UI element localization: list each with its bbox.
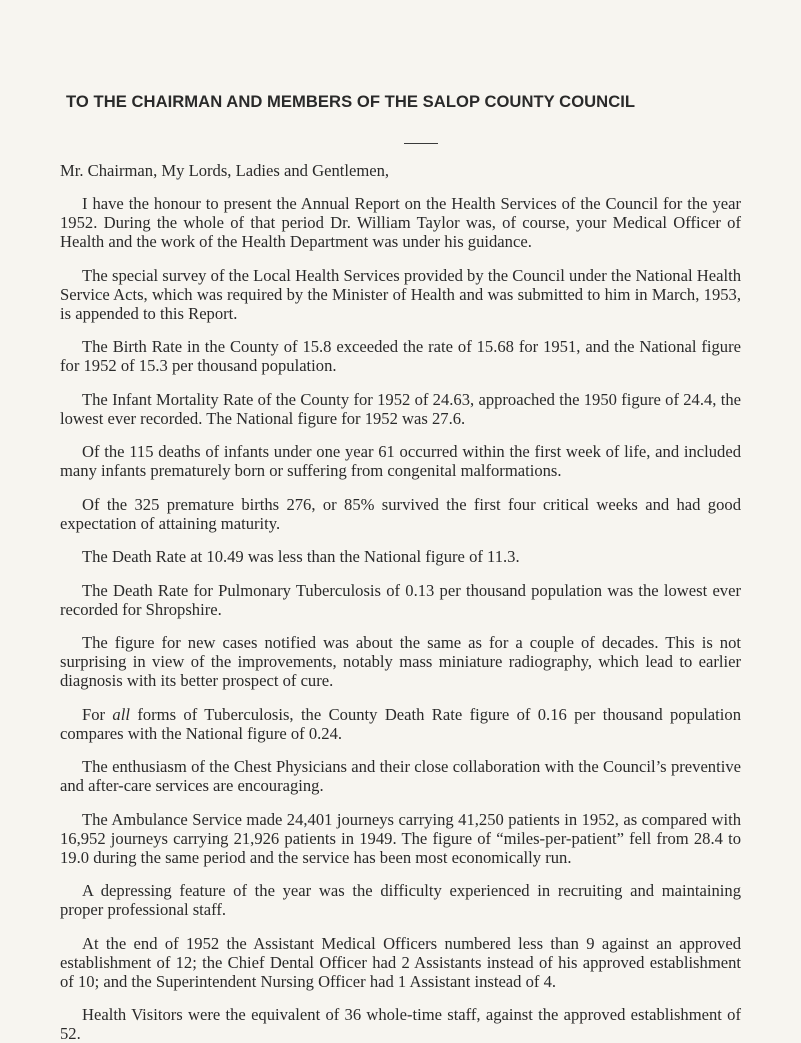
tb-suffix: forms of Tuberculosis, the County Death Rate figure of 0.16 per thousand population compares with the National figure of 0.24. <box>60 704 741 743</box>
tb-prefix: For <box>82 704 113 724</box>
title-divider <box>404 143 438 144</box>
paragraph-staffing-difficulty: A depressing feature of the year was the difficulty experienced in recruiting and maintaining proper professional staff. <box>60 881 741 919</box>
tb-emphasis: all <box>112 704 130 724</box>
paragraph-infant-mortality: The Infant Mortality Rate of the County for 1952 of 24.63, approached the 1950 figure of 24.4, the lowest ever recorded. The National figure for 1952 was 27.6. <box>60 389 741 428</box>
paragraph-new-cases: The figure for new cases notified was about the same as for a couple of decades. This is not surprising in view of the improvements, notably mass miniature radiography, which lead to earlier diagnosis with its better prospect of cure. <box>60 633 741 690</box>
salutation: Mr. Chairman, My Lords, Ladies and Gentlemen, <box>60 161 390 180</box>
paragraph-birth-rate: The Birth Rate in the County of 15.8 exceeded the rate of 15.68 for 1951, and the National figure for 1952 of 15.3 per thousand population. <box>60 337 741 375</box>
paragraph-chest-physicians: The enthusiasm of the Chest Physicians and their close collaboration with the Council’s preventive and after-care services are encouraging. <box>60 757 741 795</box>
paragraph-pulmonary-tb: The Death Rate for Pulmonary Tuberculosis of 0.13 per thousand population was the lowest ever recorded for Shropshire. <box>60 580 741 619</box>
paragraph-infant-deaths: Of the 115 deaths of infants under one year 61 occurred within the first week of life, and included many infants prematurely born or suffering from congenital malformations. <box>60 442 741 480</box>
paragraph-special-survey: The special survey of the Local Health Services provided by the Council under the National Health Service Acts, which was required by the Minister of Health and was submitted to him in March, 1953, is appended to this Report. <box>60 265 741 323</box>
paragraph-health-visitors: Health Visitors were the equivalent of 36 whole-time staff, against the approved establishment of 52. <box>60 1005 741 1043</box>
paragraph-all-tb <box>60 705 741 743</box>
paragraph-staff-numbers: At the end of 1952 the Assistant Medical Officers numbered less than 9 against an approved establishment of 12; the Chief Dental Officer had 2 Assistants instead of his approved establishment of 10; and the Superintendent Nursing Officer had 1 Assistant instead of 4. <box>60 933 741 991</box>
page-title: TO THE CHAIRMAN AND MEMBERS OF THE SALOP COUNTY COUNCIL <box>66 92 636 111</box>
paragraph-annual-report: I have the honour to present the Annual Report on the Health Services of the Council for the year 1952. During the whole of that period Dr. William Taylor was, of course, your Medical Officer of Health and the work of the Health Department was under his guidance. <box>60 194 741 251</box>
paragraph-ambulance-service: The Ambulance Service made 24,401 journeys carrying 41,250 patients in 1952, as compared with 16,952 journeys carrying 21,926 patients in 1949. The figure of “miles-per-patient” fell from 28.4 to 19.0 during the same period and the service has been most economically run. <box>60 809 741 867</box>
paragraph-premature-births: Of the 325 premature births 276, or 85% survived the first four critical weeks and had good expectation of attaining maturity. <box>60 494 741 533</box>
letter-body <box>60 194 741 1043</box>
paragraph-death-rate: The Death Rate at 10.49 was less than the National figure of 11.3. <box>82 547 520 566</box>
